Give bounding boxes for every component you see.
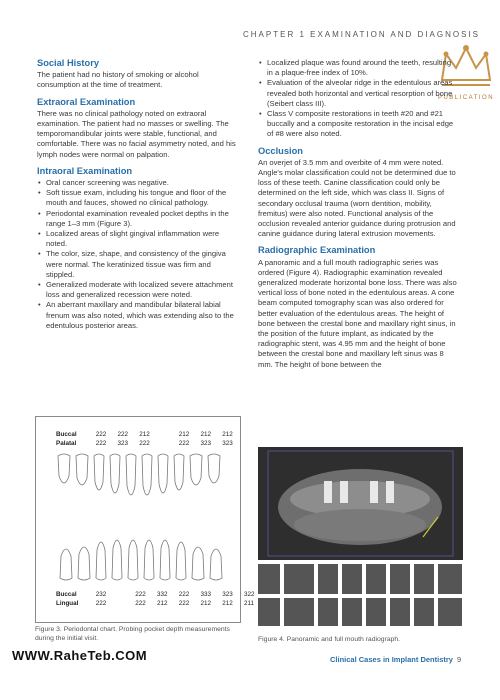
radiograph-film — [284, 598, 314, 626]
row-label: Buccal — [56, 591, 77, 598]
radiograph-film — [342, 598, 362, 626]
radiograph-film — [414, 598, 434, 626]
row-label: Lingual — [56, 600, 79, 607]
chart-value: 212 — [200, 431, 212, 438]
chapter-header: CHAPTER 1 EXAMINATION AND DIAGNOSIS — [243, 30, 480, 39]
panoramic-radiograph — [258, 447, 463, 560]
full-mouth-radiographs — [258, 562, 463, 628]
chart-value: 323 — [117, 440, 129, 447]
intraoral-heading: Intraoral Examination — [37, 165, 133, 176]
radiograph-film — [366, 598, 386, 626]
website-watermark: WWW.RaheTeb.COM — [12, 648, 148, 663]
chart-value: 323 — [222, 591, 233, 598]
teeth-diagram — [36, 450, 240, 590]
book-title: Clinical Cases in Implant Dentistry — [330, 655, 453, 664]
chart-value: 333 — [200, 591, 212, 598]
figure-4-caption: Figure 4. Panoramic and full mouth radiograph. — [258, 636, 401, 643]
chart-value: 222 — [95, 600, 107, 607]
list-item: • Periodontal examination revealed pocket depths in the range 1–3 mm (Figure 3). — [46, 209, 237, 229]
radiograph-film — [438, 564, 462, 594]
chart-value: 212 — [157, 600, 168, 607]
intraoral-list — [37, 178, 237, 331]
chart-value: 212 — [222, 600, 233, 607]
list-item: • Oral cancer screening was negative. — [46, 178, 237, 188]
social-history-heading: Social History — [37, 58, 100, 68]
list-item: • An aberrant maxillary and mandibular bilateral labial frenum was also noted, which was extending also to the edentulous posterior areas. — [46, 300, 237, 331]
chart-row-palatal — [56, 440, 242, 448]
chart-value: 212 — [139, 431, 150, 438]
chart-value: 232 — [95, 591, 107, 598]
extraoral-text: There was no clinical pathology noted on extraoral examination. The patient had no masses or swelling. The temporomandibular joints were stable, functional, and comfortable. There was no facial asymmetry noted, and his lymph nodes were normal on palpation. — [37, 108, 236, 159]
list-item: • Generalized moderate with localized severe attachment loss and generalized recession were noted. — [46, 280, 237, 300]
intraoral-list-continued — [258, 58, 458, 140]
radiographic-text: A panoramic and a full mouth radiographic series was ordered (Figure 4). Radiographic examination revealed generalized moderate horizontal bone loss. There was also vertical loss of bone noted in the edentulous areas. A cone beam computed tomography scan was also ordered for better evaluation of the edentulous areas. The height of bone between the crestal bone and maxillary right sinus, in the position of the future implant, as indicated by the radiographic stent, was 4.95 mm and the height of bone between the crestal bone and maxillary left sinus was 8 mm. The height of bone between the — [258, 257, 457, 369]
chart-row-lingual — [56, 600, 264, 608]
list-item: • The color, size, shape, and consistency of the gingiva were normal. The keratinized tissue was firm and stippled. — [46, 249, 237, 280]
page-number: 9 — [457, 655, 462, 664]
radiograph-film — [390, 564, 410, 594]
radiograph-film — [284, 564, 314, 594]
chart-row-buccal-bottom — [56, 591, 264, 599]
social-history-text: The patient had no history of smoking or alcohol consumption at the time of treatment. — [37, 70, 199, 90]
chart-value: 222 — [178, 591, 190, 598]
chart-value: 222 — [178, 440, 190, 447]
chart-value: 332 — [157, 591, 168, 598]
chart-value: 222 — [178, 600, 190, 607]
chart-value: 211 — [244, 600, 255, 607]
logo-brand-text: PUBLICATION — [437, 95, 495, 101]
row-label: Palatal — [56, 440, 77, 447]
figure-3-caption: Figure 3. Periodontal chart. Probing pocket depth measurements during the initial visit. — [35, 626, 230, 642]
list-item: • Evaluation of the alveolar ridge in the edentulous areas revealed both horizontal and vertical resorption of bone (Seibert class III). — [267, 78, 458, 109]
extraoral-heading: Extraoral Examination — [37, 96, 136, 107]
chart-value: 222 — [95, 431, 107, 438]
radiograph-film — [258, 564, 280, 594]
chart-value: 212 — [178, 431, 190, 438]
chart-value: 222 — [117, 431, 129, 438]
chart-value: 212 — [200, 600, 212, 607]
list-item: • Soft tissue exam, including his tongue and floor of the mouth and fauces, showed no clinical pathology. — [46, 188, 237, 208]
occlusion-heading: Occlusion — [258, 145, 303, 156]
chart-value: 322 — [244, 591, 255, 598]
radiograph-film — [390, 598, 410, 626]
chart-value: 212 — [222, 431, 233, 438]
chart-value: 323 — [200, 440, 212, 447]
list-item: • Localized areas of slight gingival inflammation were noted. — [46, 229, 237, 249]
row-label: Buccal — [56, 431, 77, 438]
periodontal-chart — [35, 416, 255, 623]
radiograph-film — [318, 598, 338, 626]
radiograph-film — [258, 598, 280, 626]
list-item: • Class V composite restorations in teeth #20 and #21 buccally and a composite restoration in the incisal edge of #8 were also noted. — [267, 109, 458, 140]
chart-value: 323 — [222, 440, 233, 447]
radiograph-film — [342, 564, 362, 594]
chart-row-buccal-top — [56, 431, 242, 439]
right-column — [258, 58, 458, 376]
chart-value: 222 — [135, 600, 146, 607]
radiograph-film — [414, 564, 434, 594]
left-column — [37, 58, 237, 337]
chart-value: 222 — [139, 440, 150, 447]
radiograph-film — [366, 564, 386, 594]
chart-value: 222 — [95, 440, 107, 447]
chart-value: 222 — [135, 591, 146, 598]
panoramic-image — [258, 447, 463, 560]
occlusion-text: An overjet of 3.5 mm and overbite of 4 mm were noted. Angle's molar classification could not be determined due to loss of these teeth. Canine classification could only be determined on the left side, which was class II. Signs of secondary occlusal trauma (worn dentition, mobility, fremitus) were also noted. Functional analysis of the occlusion revealed anterior guidance during protrusion and canine guidance during lateral extrusion movements. — [258, 157, 456, 239]
radiograph-film — [318, 564, 338, 594]
list-item: • Localized plaque was found around the teeth, resulting in a plaque-free index of 10%. — [267, 58, 458, 78]
radiograph-film — [438, 598, 462, 626]
radiographic-heading: Radiographic Examination — [258, 245, 376, 256]
